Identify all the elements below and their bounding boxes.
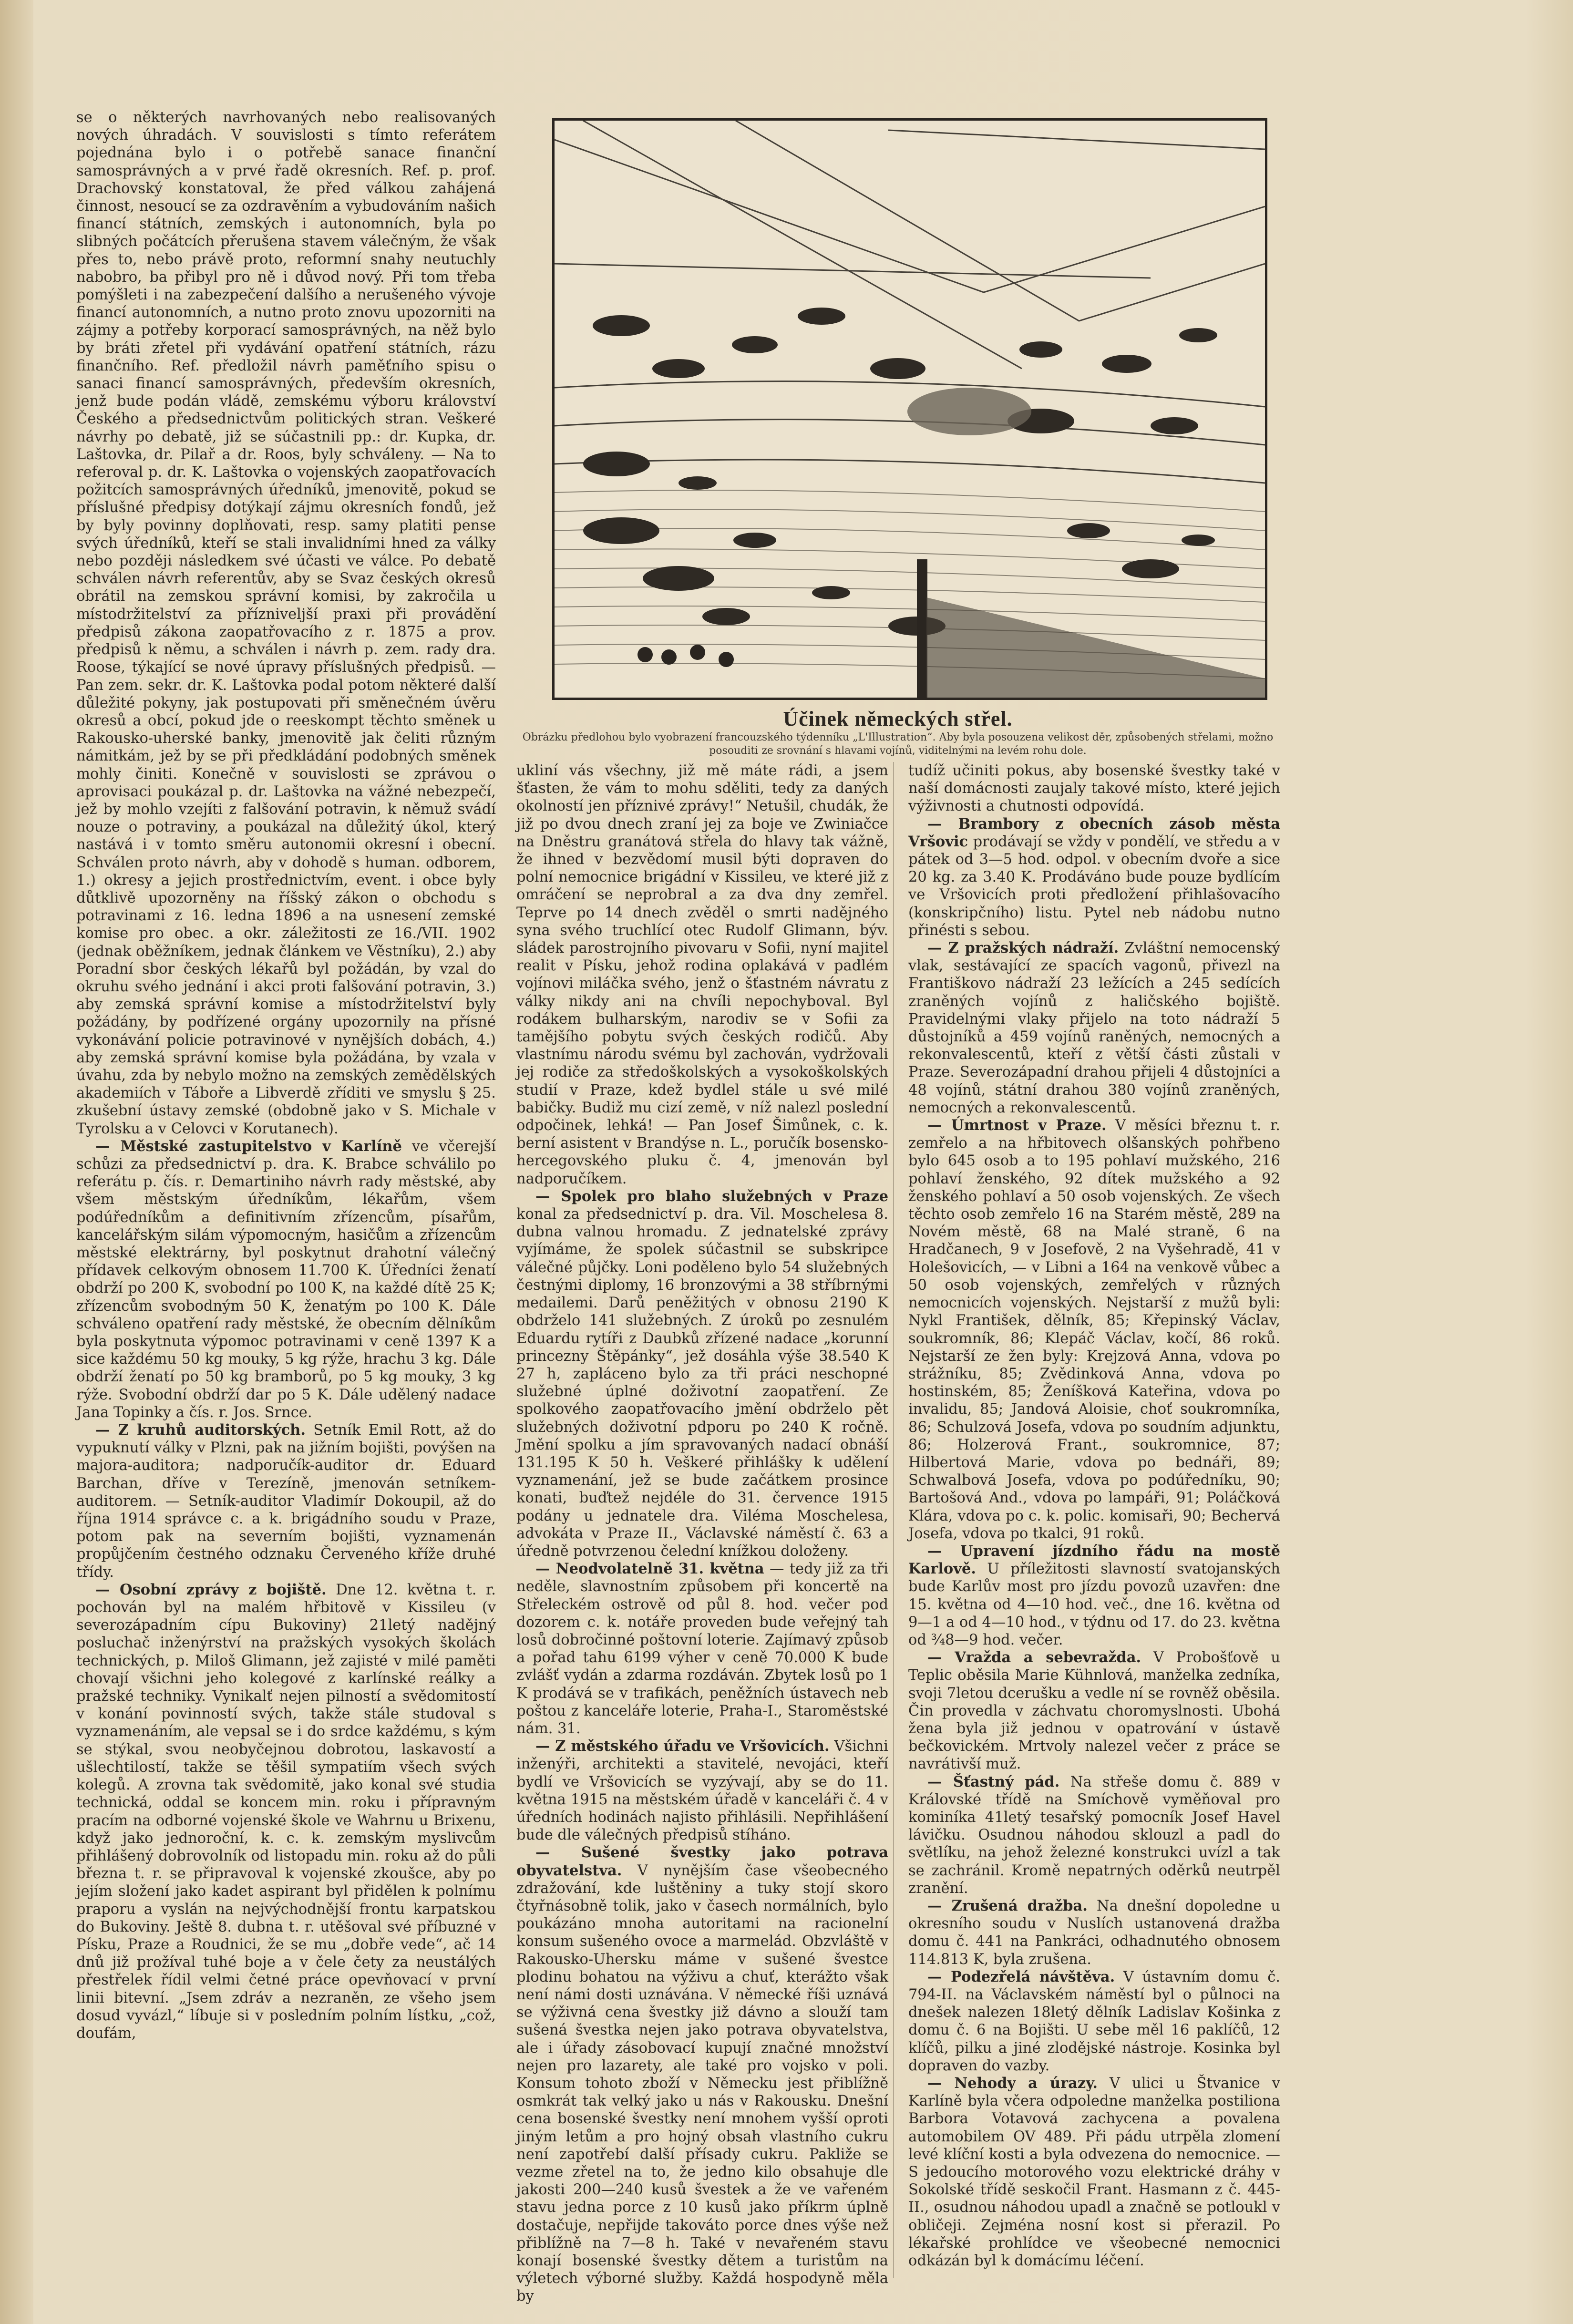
article-charles-bridge	[908, 1542, 1280, 1649]
column-2	[516, 762, 888, 2305]
body-mortality: V měsíci březnu t. r. zemřelo a na hřbitovech olšanských pohřbeno bylo 645 osob a to 195 pohlaví mužského, 216 pohlaví ženského, 92 dítek mužského a 92 ženského pohlaví a 50 osob vojenských. Ze všech těchto osob zemřelo 16 na Starém městě, 289 na Novém městě, 68 na Malé straně, 6 na Hradčanech, 9 v Josefově, 2 na Vyšehradě, 41 v Holešovicích, — v Libni a 164 na venkově vůbec a 50 osob vojenských, zemřelých v různých nemocnicích vojenských. Nejstarší z mužů byli: Nykl František, dělník, 85; Křepinský Václav, soukromník, 86; Klepáč Václav, kočí, 86 roků. Nejstarší ze žen byly: Krejzová Anna, vdova po strážníku, 85; Zvědinková Anna, vdova po hostinském, 85; Ženíšková Kateřina, vdova po invalidu, 85; Jandová Aloisie, choť soukromníka, 86; Schulzová Josefa, vdova po soudním adjunktu, 86; Holzerová Frant., soukromnice, 87; Hilbertová Marie, vdova po bednáři, 89; Schwalbová Josefa, vdova po podúředníku, 90; Bartošová And., vdova po lampáři, 91; Poláčková Klára, vdova po c. k. polic. komisaři, 90; Bechervá Josefa, vdova po tkalci, 91 roků.	[908, 1117, 1280, 1542]
page-edge-shadow	[0, 0, 33, 2324]
article-stations	[908, 939, 1280, 1117]
headline-murder-suicide: — Vražda a sebevražda.	[927, 1649, 1141, 1666]
body-auction: Na dnešní dopoledne u okresního soudu v Nuslích ustanovená dražba domu č. 441 na Pankráci, odhadnutého obnosem 114.813 K, byla zrušena.	[908, 1898, 1280, 1968]
headline-potatoes: — Brambory z obecních zásob města Vršovic	[908, 815, 1280, 850]
body-karlin: ve včerejší schůzi za předsednictví p. dra. K. Brabce schválilo po referátu p. čís. r. Demartiniho návrh rady městské, aby všem městským úředníkům, lékařům, všem podúředníkům a definitivním zřízencům, písařům, kancelářským silám výpomocným, hasičům a zřízencům městské elektrárny, byl poskytnut drahotní válečný přídavek celkovým obnosem 11.700 K. Úředníci ženatí obdrží po 200 K, svobodní po 100 K, na každé dítě 25 K; zřízencům svobodným 50 K, ženatým po 100 K. Dále schváleno opatření rady městské, že obecním dělníkům byla poskytnuta výpomoc potravinami v ceně 1397 K a sice každému 50 kg mouky, 5 kg rýže, hrachu 3 kg. Dále obdrží ženatí po 50 kg bramborů, po 5 kg mouky, 3 kg rýže. Svobodní obdrží dar po 5 K. Dále udělený nadace Jana Topinky a čís. r. Jos. Srnce.	[76, 1138, 496, 1421]
article-finance-sanation: se o některých navrhovaných nebo realisovaných nových úhradách. V souvislosti s tímto referátem pojednána bylo i o potřebě sanace finanční samosprávných a v prvé řadě okresních. Ref. p. prof. Drachovský konstatoval, že před válkou zahájená činnost, nesoucí se za ozdravěním a vybudováním našich financí státních, zemských i autonomních, byla po slibných počátcích přerušena stavem válečným, že však přes to, nebo právě proto, reformní snahy neutuchly nabobro, ba přibyl pro ně i důvod nový. Při tom třeba pomýšleti i na zabezpečení dalšího a nerušeného vývoje financí autonomních, a nutno proto znovu upozorniti na zájmy a potřeby korporací samosprávných, na něž bylo by bráti zřetel při vydávání opatření státních, rázu finančního. Ref. předložil návrh paměťního spisu o sanaci financí samosprávných, především okresních, jenž bude podán vládě, zemskému výboru království Českého a předsednictvům politických stran. Veškeré návrhy po debatě, již se súčastnili pp.: dr. Kupka, dr. Laštovka, dr. Pilař a dr. Roos, byly schváleny. — Na to referoval p. dr. K. Laštovka o vojenských zaopatřovacích požitcích samosprávných úředníků, jmenovitě, pokud se příslušné předpisy dotýkají zájmu okresních fondů, jež by byly povinny doplňovati, resp. samy platiti pense svých úředníků, kteří se stali invalidními hned za války nebo později následkem své účasti ve válce. Po debatě schválen návrh referentův, aby se Svaz českých okresů obrátil na zemskou správní komisi, by zakročila u místodržitelství za přízniveljší praxi při provádění předpisů zákona zaopatřovacího z r. 1875 a prov. předpisů k němu, a schválen i návrh p. zem. rady dra. Roose, týkající se nové úpravy příslušných předpisů. — Pan zem. sekr. dr. K. Laštovka podal potom některé další důležité pokyny, jak postupovati při směnečném úvěru okresů a obcí, pokud jde o reeskompt těchto směnek u Rakousko-uherské banky, jmenovitě jak čeliti různým námitkám, jež by se při předkládání podobných směnek mohly činiti. Konečně v souvislosti se zprávou o aprovisaci poukázal p. dr. Laštovka na vážné nebezpečí, jež by mohlo vzejíti z falšování potravin, k němuž svádí nouze o potraviny, a poukázal na důležitý úkol, který nastává i v tomto směru autonomii okresní i obecní. Schválen proto návrh, aby v dohodě s human. odborem, 1.) okresy a jejich prostřednictvím, event. i obce byly důtklivě upozorněny na říšský zákon o obchodu s potravinami z 16. ledna 1896 a na usnesení zemské komise pro obec. a okr. záležitosti ze 16./VII. 1902 (jednak oběžníkem, jednak článkem ve Věstníku), 2.) aby Poradní sbor českých lékařů byl požádán, by vzal do okruhu svého jednání i akci proti falšování potravin, 3.) aby zemská správní komise a místodržitelství byly požádány, by podřízené orgány upozornily na přísné vykonávání policie potravinové v nynějších dobách, 4.) aby zemská správní komise byla požádána, by vzala v úvahu, zda by nebylo možno na zemských zemědělských akademiích v Táboře a Libverdě zříditi ve smyslu § 25. zkušební ústavy zemské (obdobně jako v S. Michale v Tyrolsku a v Celovci v Korutanech).	[76, 109, 496, 1137]
body-vrsovice-office: Všichni inženýři, architekti a stavitelé, nevojáci, kteří bydlí ve Vršovicích se vyzývají, aby se do 11. května 1915 na městském úřadě v kanceláři č. 4 v úředních hodinách najisto přihlásili. Nepřihlášení bude dle válečných předpisů stíháno.	[516, 1738, 888, 1844]
headline-auction: — Zrušená dražba.	[927, 1897, 1088, 1914]
article-plums-continued: tudíž učiniti pokus, aby bosenské švestky také v naší domácnosti zaujaly takové místo, které jejich výživnosti a chutnosti odpovídá.	[908, 762, 1280, 815]
illustration-shell-holes	[552, 118, 1267, 700]
headline-servants-society: — Spolek pro blaho služebných v Praze	[535, 1187, 888, 1205]
body-lucky-fall: Na střeše domu č. 889 v Královské třídě na Smíchově vyměňoval pro kominíka 41letý tesařský pomocník Josef Havel lávičku. Osudnou náhodou sklouzl a padl do světlíku, na jehož železné konstrukci uvízl a tak se zachránil. Kromě nepatrných oděrků neutrpěl zranění.	[908, 1773, 1280, 1897]
body-lottery: — tedy již za tři neděle, slavnostním způsobem při koncertě na Střeleckém ostrově od půl 8. hod. večer pod dozorem c. k. notáře proveden bude veřejný tah losů dobročinné poštovní loterie. Zajímavý způsob a pořad tahu 6199 výher v ceně 70.000 K bude zvlášť vydán a zdarma rozdáván. Zbytek losů po 1 K prodává se v trafikách, peněžních ústavech neb poštou z kanceláře loterie, Praha-I., Staroměstské nám. 31.	[516, 1561, 889, 1737]
article-dried-plums	[516, 1844, 888, 2305]
article-glimann-continued: ukliní vás všechny, již mě máte rádi, a jsem šťasten, že vám to mohu sděliti, tedy za daných okolností jen příznivé zprávy!“ Netušil, chudák, že již po dvou dnech zraní jej za boje ve Zwiniačce na Dněstru granátová střela do hlavy tak vážně, že ihned v bezvědomí musil býti dopraven do polní nemocnice brigádní v Kissileu, ve které již z omráčení se neprobral a za dva dny zemřel. Teprve po 14 dnech zvěděl o smrti nadějného syna svého truchlící otec Rudolf Glimann, býv. sládek parostrojního pivovaru v Sofii, nyní majitel realit v Písku, jehož rodina oplakává v padlém vojínovi miláčka svého, jenž o šťastném návratu z války nikdy ani na chvíli nepochyboval. Byl rodákem bulharským, narodiv se v Sofii za tamějšího pobytu svých českých rodičů. Aby vlastnímu národu svému byl zachován, vydržovali jej rodiče za středoškolských a vysokoškolských studií v Praze, kdež bydlel stále u své milé babičky. Budiž mu cizí země, v níž nalezl poslední odpočinek, lehká! — Pan Josef Šimůnek, c. k. berní asistent v Brandýse n. L., poručík bosensko-hercegovského pluku č. 4, jmenován byl nadporučíkem.	[516, 762, 888, 1187]
headline-charles-bridge: — Upravení jízdního řádu na mostě Karlově.	[908, 1542, 1280, 1578]
article-lucky-fall	[908, 1773, 1280, 1897]
article-suspicious-visit	[908, 1968, 1280, 2075]
body-charles-bridge: U příležitosti slavností svatojanských bude Karlův most pro jízdu povozů uzavřen: dne 15. května od 4—10 hod. več., dne 16. května od 9—1 a od 4—10 hod., v týdnu od 17. do 23. května od ¾8—9 hod. večer.	[908, 1561, 1280, 1648]
article-servants-society	[516, 1188, 888, 1560]
article-auction	[908, 1897, 1280, 1968]
figure-title: Účinek německých střel.	[783, 707, 1013, 730]
headline-dried-plums: — Sušené švestky jako potrava obyvatelstva.	[516, 1844, 888, 1879]
headline-suspicious-visit: — Podezřelá návštěva.	[927, 1968, 1115, 1985]
shell-crater-drawing	[555, 121, 1265, 698]
article-karlin	[76, 1138, 496, 1421]
headline-karlin: — Městské zastupitelstvo v Karlíně	[95, 1137, 402, 1155]
headline-vrsovice-office: — Z městského úřadu ve Vršovicích.	[535, 1738, 830, 1755]
body-servants-society: konal za předsednictví p. dra. Vil. Moschelesa 8. dubna valnou hromadu. Z jednatelské zprávy vyjímáme, že spolek súčastnil se subskripce válečné půjčky. Loni poděleno bylo 54 služebných čestnými diplomy, 16 bronzovými a 38 stříbrnými medailemi. Darů peněžitých v obnosu 2190 K obdrželo 141 služebných. Z úroků po zesnulém Eduardu rytíři z Daubků zřízené nadace „korunní princezny Štěpánky“, jež dosáhla výše 38.540 K 27 h, zapláceno bylo za tři práci neschopné služebné úplné doživotní zaopatření. Ze spolkového zaopatřovacího jmění obdrželo pět služebných doživotní pdporu po 240 K ročně. Jmění spolku a jím spravovaných nadací obnáší 131.195 K 50 h. Veškeré přihlášky k udělení vyznamenání, jež se bude začátkem prosince konati, buďtež nejdéle do 31. července 1915 podány u jednatele dra. Viléma Moschelesa, advokáta v Praze II., Václavské náměstí č. 63 a úředně potvrzenou čelední knížkou doloženy.	[516, 1206, 888, 1560]
article-auditors	[76, 1421, 496, 1581]
headline-auditors: — Z kruhů auditorských.	[95, 1421, 306, 1439]
figure-caption: Obrázku předlohou bylo vyobrazení francouzského týdenníku „L'Illustration“. Aby byla posouzena velikost děr, způsobených střelami, možno posouditi ze srovnání s hlavami vojínů, viditelnými na levém rohu dole.	[522, 731, 1274, 757]
column-1	[76, 109, 496, 2042]
article-mortality	[908, 1117, 1280, 1542]
body-suspicious-visit: V ústavním domu č. 794-II. na Václavském náměstí byl o půlnoci na dnešek nalezen 18letý dělník Ladislav Košinka z domu č. 6 na Bojišti. U sebe měl 16 paklíčů, 12 klíčů, pilku a jiné zlodějské nástroje. Kosinka byl dopraven do vazby.	[908, 1968, 1281, 2074]
body-potatoes: prodávají se vždy v pondělí, ve středu a v pátek od 3—5 hod. odpol. v obecním dvoře a sice 20 kg. za 3.40 K. Prodáváno bude pouze bydlícím ve Vršovicích proti předložení přihlašovacího (konskripčního) listu. Pytel neb nádobu nutno přinésti s sebou.	[908, 833, 1280, 939]
body-murder-suicide: V Probošťově u Teplic oběsila Marie Kühnlová, manželka zedníka, svoji 7letou dcerušku a vedle ní se rovněž oběsila. Čin provedla v záchvatu choromyslnosti. Ubohá žena byla již jednou v opatrování v ústavě bečkovickém. Mrtvoly nalezel večer z práce se navrátivší muž.	[908, 1649, 1280, 1773]
body-dried-plums: V nynějším čase všeobecného zdražování, kde luštěniny a tuky stojí skoro čtyřnásobně tolik, jako v časech normálních, bylo poukázáno mnoha autoritami na racionelní konsum sušeného ovoce a marmelád. Obzvláště v Rakousko-Uhersku máme v sušené švestce plodinu bohatou na výživu a chuť, kterážto však není námi dosti uznávána. V německé říši uznává se výživná cena švestky již dávno a slouží tam sušená švestka nejen jako potrava obyvatelstva, ale i úřady zásobovací kupují značné množství nejen pro lazarety, ale také pro vojsko v poli. Konsum tohoto zboží v Německu jest přiblížně osmkrát tak velký jako u nás v Rakousku. Dnešní cena bosenské švestky není mnohem vyšší oproti jiným letům a pro hojný obsah vlastního cukru není zapotřebí další přísady cukru. Pakliže se vezme zřetel na to, že jedno kilo obsahuje dle jakosti 200—240 kusů švestek a že ve vařeném stavu jedna porce z 10 kusů jako příkrm úplně dostačuje, nepřijde takováto porce dnes výše než přiblížně na 7—8 h. Také v nevařeném stavu konají bosenské švestky dětem a turistům na výletech výborné služby. Každá hospodyně měla by	[516, 1862, 888, 2305]
article-battlefield-news	[76, 1581, 496, 2042]
headline-stations: — Z pražských nádraží.	[927, 939, 1119, 957]
body-stations: Zvláštní nemocenský vlak, sestávající ze spacích vagonů, přivezl na Františkovo nádraží 23 ležících a 245 sedících zraněných vojínů z haličského bojiště. Pravidelnými vlaky přijelo na toto nádraží 5 důstojníků a 459 vojínů raněných, nemocných a rekonvalescentů, kteří z větší části zůstali v Praze. Severozápadní drahou přijeli 4 důstojníci a 48 vojínů, státní drahou 380 vojínů zraněných, nemocných a rekonvalescentů.	[908, 940, 1280, 1116]
article-accidents	[908, 2075, 1280, 2270]
article-lottery	[516, 1560, 888, 1738]
body-accidents: V ulici u Štvanice v Karlíně byla včera odpoledne manželka postiliona Barbora Votavová zachycena a povalena automobilem OV 489. Při pádu utrpěla zlomení levé klíční kosti a byla odvezena do nemocnice. — S jedoucího motorového vozu elektrické dráhy v Sokolské třídě seskočil Frant. Hasmann z č. 445-II., osudnou náhodou upadl a značně se potloukl v obličeji. Zejména nosní kost si přerazil. Po lékařské prohlídce ve všeobecné nemocnici odkázán byl k domácímu léčení.	[908, 2075, 1281, 2270]
article-potatoes	[908, 815, 1280, 939]
body-auditors: Setník Emil Rott, až do vypuknutí války v Plzni, pak na jižním bojišti, povýšen na majora-auditora; nadporučík-auditor dr. Eduard Barchan, dříve v Terezíně, jmenován setníkem-auditorem. — Setník-auditor Vladimír Dokoupil, až do října 1914 správce c. a k. brigádního soudu v Praze, potom pak na severním bojišti, vyznamenán propůjčením čestného odznaku Červeného kříže druhé třídy.	[76, 1422, 496, 1581]
article-murder-suicide	[908, 1649, 1280, 1773]
body-battlefield-news: Dne 12. května t. r. pochován byl na malém hřbitově v Kissileu (v severozápadním cípu Bukoviny) 21letý nadějný posluchač inženýrství na pražských vysokých školách technických, p. Miloš Glimann, jež zajisté v milé paměti chovají všichni jeho kolegové z karlínské reálky a pražské techniky. Vynikalť nejen pilností a svědomitostí v konání povinností svých, takže stále studoval s vyznamenáním, ale vepsal se i do srdce každému, s kým se stýkal, svou neobyčejnou dobrotou, laskavostí a ušlechtilostí, takže se těšil sympatiím všech svých kolegů. A zrovna tak svědomitě, jako konal své studia technická, oddal se koncem min. roku i přípravným pracím na odborné vojenské škole ve Wahrnu u Brixenu, když jako jednoroční, k. c. k. zemským myslivcům přihlášený dobrovolník od listopadu min. roku až do půli března t. r. se připravoval k vojenské zkoušce, aby po jejím složení jako kadet aspirant byl přidělen k polnímu praporu a vyslán na nejvýchodnější frontu karpatskou do Bukoviny. Ještě 8. dubna t. r. utěšoval své příbuzné v Písku, Praze a Roudnici, že se mu „dobře vede“, ač 14 dnů již prožíval tuhé boje a v čele čety za neustálých přestřelek řídil velmi četné práce opevňovací v první linii bitevní. „Jsem zdráv a nezraněn, ze všeho jsem dosud vyvázl,“ líbuje si v posledním polním lístku, „což, doufám,	[76, 1581, 496, 2042]
article-vrsovice-office	[516, 1738, 888, 1844]
column-divider	[893, 762, 894, 2278]
column-3	[908, 762, 1280, 2270]
headline-accidents: — Nehody a úrazy.	[927, 2075, 1098, 2092]
headline-lucky-fall: — Šťastný pád.	[927, 1773, 1060, 1790]
headline-lottery: — Neodvolatelně 31. května	[535, 1560, 764, 1578]
headline-mortality: — Úmrtnost v Praze.	[927, 1117, 1107, 1134]
headline-battlefield-news: — Osobní zprávy z bojiště.	[95, 1581, 327, 1598]
